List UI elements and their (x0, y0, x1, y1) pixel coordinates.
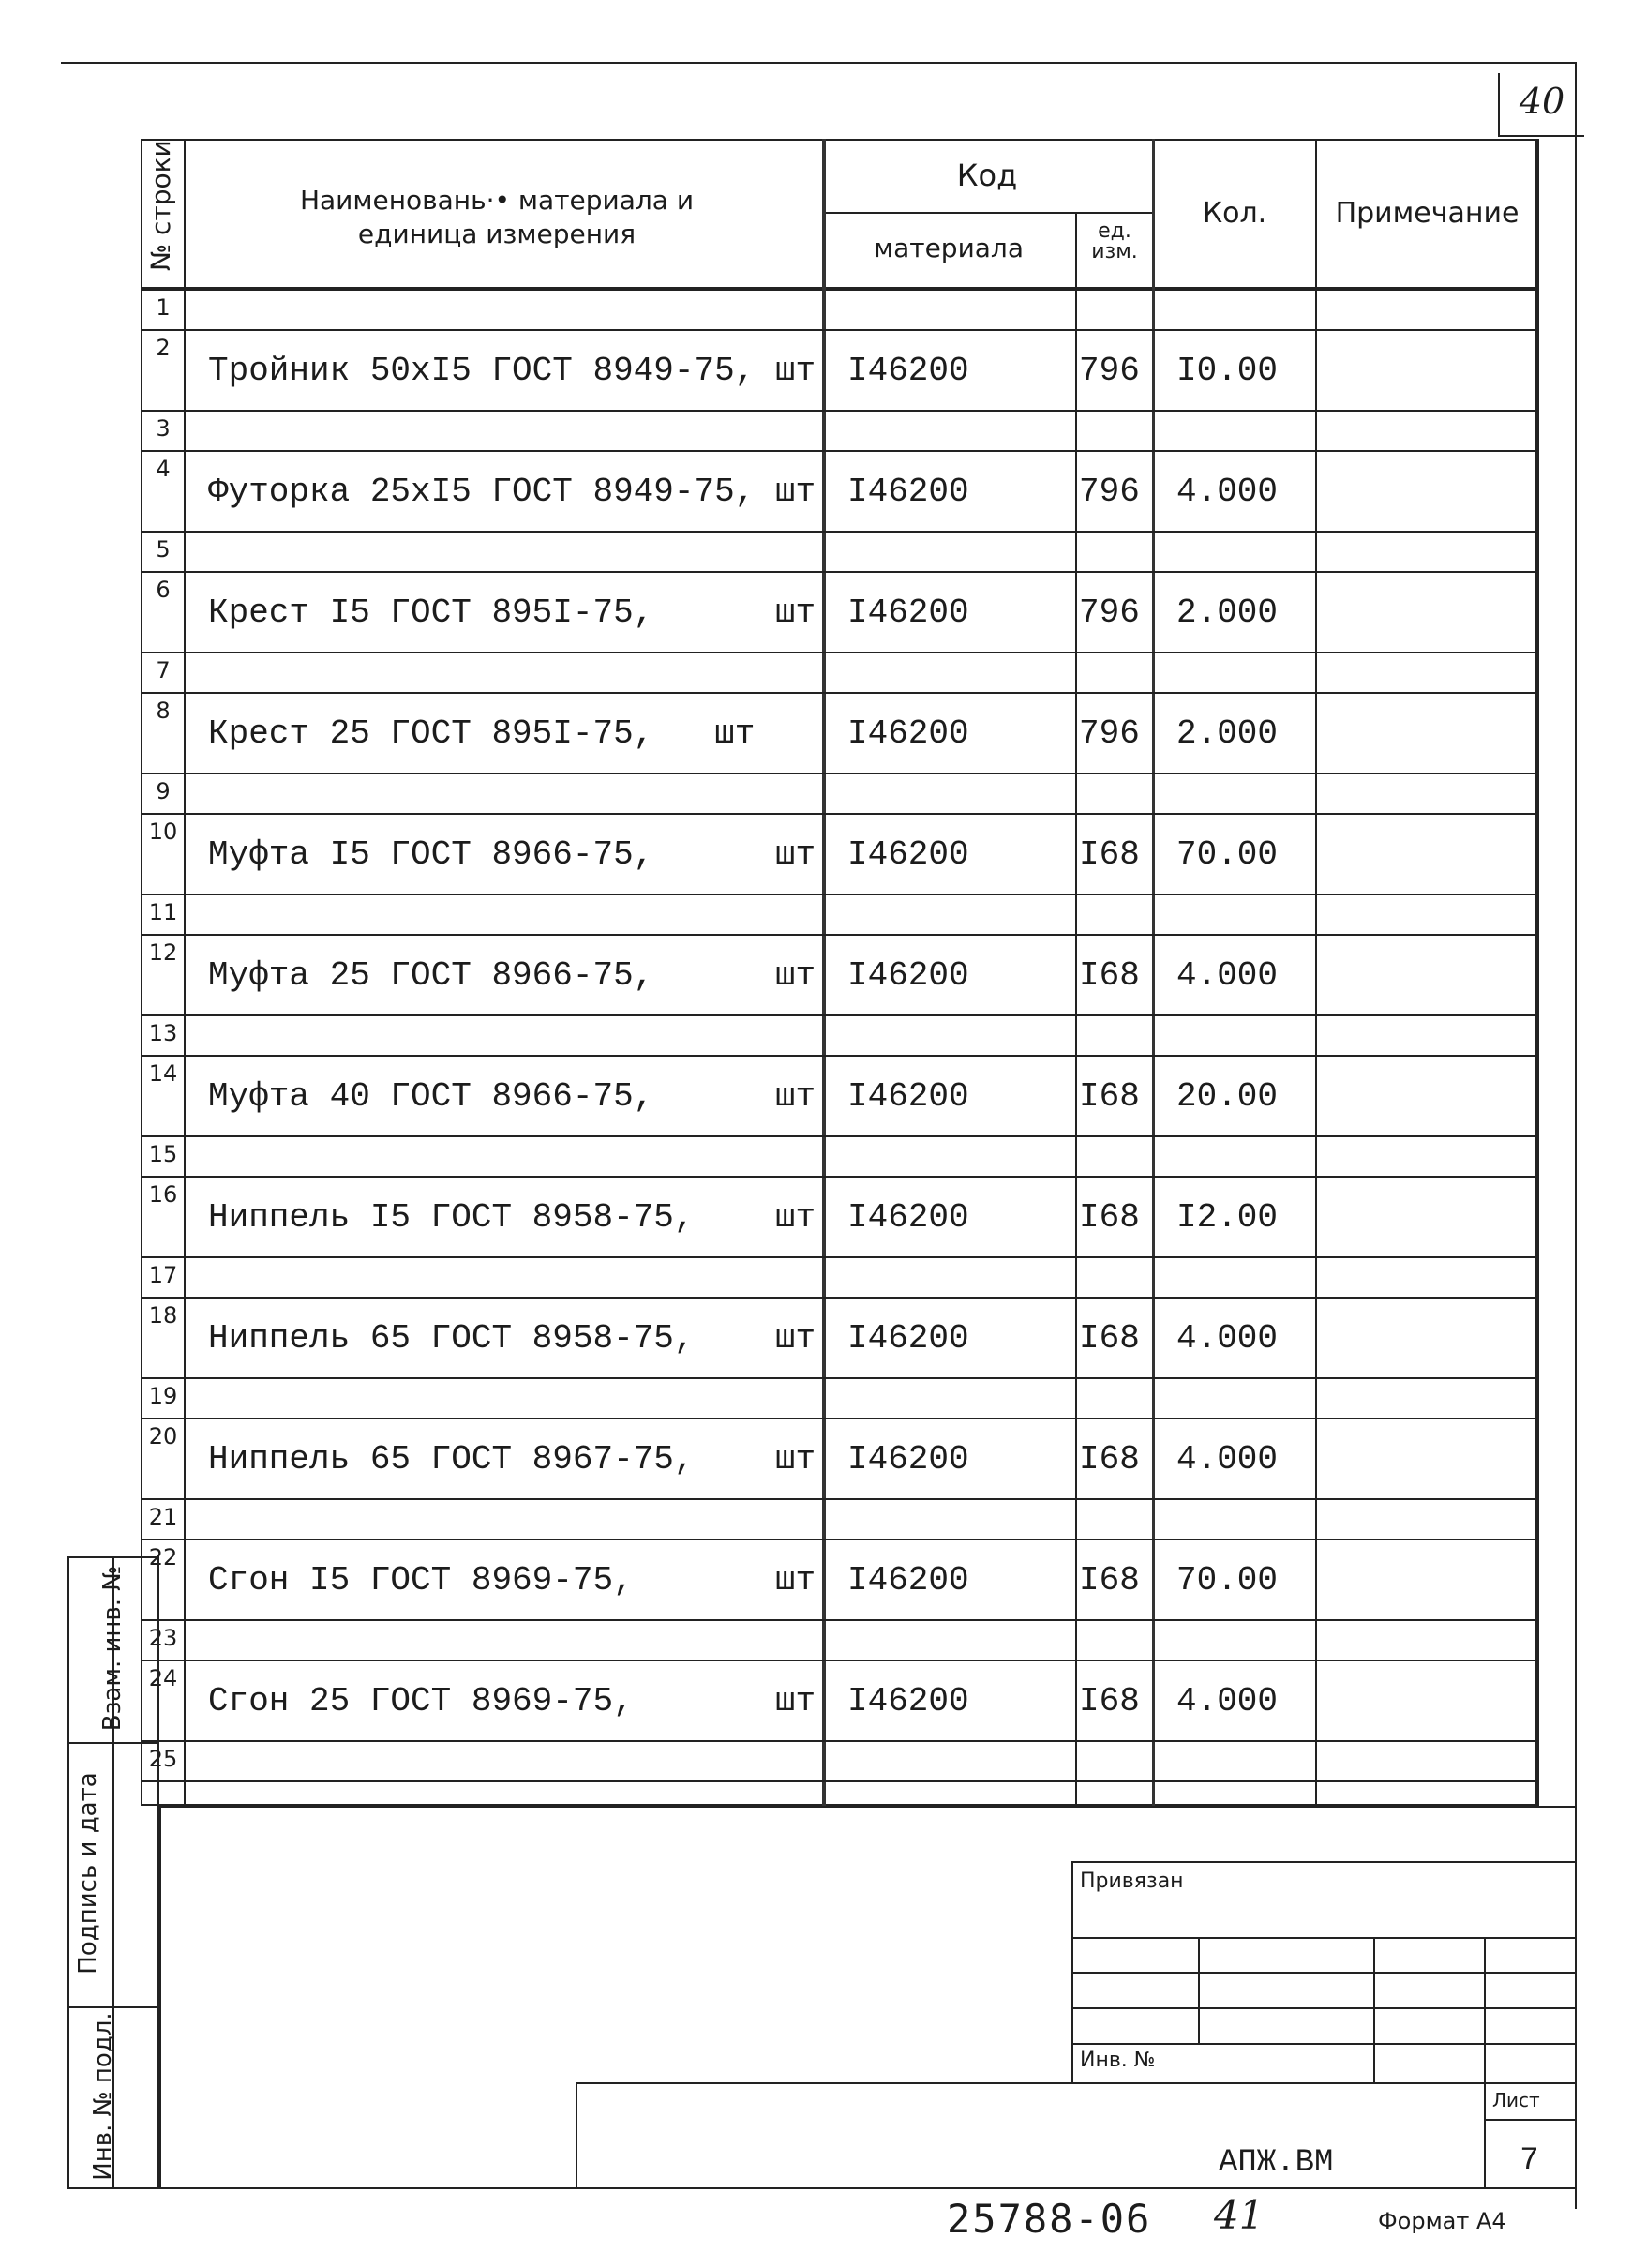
row-number: 4 (156, 456, 171, 482)
row-number: 25 (148, 1746, 178, 1772)
row-name: Крест 25 ГОСТ 895I-75, шт (208, 714, 756, 753)
row-number: 14 (148, 1060, 178, 1087)
row-material-code: I46200 (847, 352, 969, 390)
stamp-inv-no: Инв. № (1080, 2049, 1156, 2072)
title-block-line-4 (1071, 2043, 1575, 2045)
title-block-top (1071, 1861, 1575, 1863)
row-quantity: I2.00 (1176, 1198, 1279, 1237)
table-row (141, 573, 1537, 653)
row-number: 17 (148, 1262, 178, 1288)
table-row (141, 452, 1537, 533)
table-row (141, 1379, 1537, 1419)
row-unit-code: 796 (1079, 714, 1140, 753)
table-row (141, 1419, 1537, 1500)
row-number: 20 (148, 1423, 178, 1449)
row-number: 1 (156, 294, 171, 321)
side-label-vzam: Взам. инв. № (98, 1565, 127, 1732)
title-block (1071, 1861, 1575, 2189)
row-name: Ниппель I5 ГОСТ 8958-75, шт (208, 1198, 816, 1237)
row-number: 12 (148, 939, 178, 966)
row-quantity: 20.00 (1176, 1077, 1279, 1116)
table-row (141, 1016, 1537, 1057)
stamp-list-label: Лист (1492, 2089, 1540, 2111)
row-unit-code: I68 (1079, 1561, 1140, 1600)
title-block-col-2 (1373, 1937, 1375, 2082)
row-unit-code: I68 (1079, 1682, 1140, 1720)
table-row (141, 1299, 1537, 1379)
header-qty: Кол. (1202, 197, 1267, 230)
sheet-corner-number-text: 40 (1519, 81, 1565, 122)
table-row (141, 1540, 1537, 1621)
table-row (141, 1137, 1537, 1178)
row-name: Муфта 40 ГОСТ 8966-75, шт (208, 1077, 816, 1116)
row-quantity: 4.000 (1176, 473, 1279, 511)
row-quantity: 70.00 (1176, 1561, 1279, 1600)
footer-number: 25788-06 (947, 2196, 1152, 2242)
row-unit-code: I68 (1079, 1198, 1140, 1237)
row-number: 9 (156, 778, 171, 804)
row-number: 24 (148, 1665, 178, 1691)
right-border (1575, 62, 1577, 2209)
doc-block-top (576, 2082, 1575, 2084)
table-row (141, 1178, 1537, 1258)
row-name: Ниппель 65 ГОСТ 8958-75, шт (208, 1319, 816, 1358)
row-unit-code: 796 (1079, 593, 1140, 632)
table-row (141, 1258, 1537, 1299)
stamp-privyazan: Привязан (1080, 1870, 1184, 1893)
row-unit-code: 796 (1079, 352, 1140, 390)
row-quantity: 2.000 (1176, 593, 1279, 632)
row-number: 23 (148, 1625, 178, 1651)
row-number: 7 (156, 657, 171, 683)
table-row (141, 1500, 1537, 1540)
row-material-code: I46200 (847, 1440, 969, 1479)
table-row (141, 291, 1537, 331)
table-row (141, 653, 1537, 694)
row-quantity: 4.000 (1176, 1440, 1279, 1479)
table-row (141, 331, 1537, 412)
row-name: Футорка 25хI5 ГОСТ 8949-75, шт (208, 473, 816, 511)
row-material-code: I46200 (847, 1682, 969, 1720)
row-number: 21 (148, 1504, 178, 1530)
bottom-frame-left (159, 1806, 161, 2189)
table-row (141, 1742, 1537, 1782)
row-quantity: 4.000 (1176, 1682, 1279, 1720)
row-name: Сгон 25 ГОСТ 8969-75, шт (208, 1682, 816, 1720)
row-quantity: 4.000 (1176, 956, 1279, 995)
row-number: 5 (156, 536, 171, 563)
header-row-no: № строки (145, 140, 176, 271)
row-number: 16 (148, 1181, 178, 1208)
row-name: Тройник 50хI5 ГОСТ 8949-75, шт (208, 352, 816, 390)
row-material-code: I46200 (847, 1198, 969, 1237)
sheet-corner-number (1498, 73, 1584, 137)
table-row (141, 774, 1537, 815)
stamp-list-no: 7 (1520, 2143, 1539, 2179)
row-number: 10 (148, 819, 178, 845)
row-name: Муфта I5 ГОСТ 8966-75, шт (208, 835, 816, 874)
row-quantity: 70.00 (1176, 835, 1279, 874)
row-name: Ниппель 65 ГОСТ 8967-75, шт (208, 1440, 816, 1479)
row-unit-code: I68 (1079, 1319, 1140, 1358)
footer-page: 41 (1214, 2192, 1265, 2238)
table-row (141, 895, 1537, 936)
row-quantity: 2.000 (1176, 714, 1279, 753)
row-material-code: I46200 (847, 714, 969, 753)
header-code: Код (956, 158, 1018, 193)
title-block-line-2 (1071, 1972, 1575, 1974)
table-row (141, 936, 1537, 1016)
row-material-code: I46200 (847, 835, 969, 874)
row-material-code: I46200 (847, 593, 969, 632)
list-label-line (1484, 2119, 1575, 2121)
table-row (141, 1661, 1537, 1742)
title-block-line-1 (1071, 1937, 1575, 1939)
side-label-inv-podl: Инв. № подл. (89, 2012, 117, 2181)
header-material: материала (873, 233, 1024, 263)
col-divider-note (1537, 139, 1539, 1806)
code-subdivider (822, 212, 1152, 214)
header-unit: ед. изм. (1091, 219, 1138, 263)
row-unit-code: 796 (1079, 473, 1140, 511)
top-border (61, 62, 1575, 64)
side-label-podpis: Подпись и дата (74, 1772, 102, 1975)
row-number: 18 (148, 1302, 178, 1329)
row-unit-code: I68 (1079, 956, 1140, 995)
row-number: 8 (156, 698, 171, 724)
table-row (141, 533, 1537, 573)
row-unit-code: I68 (1079, 1077, 1140, 1116)
title-block-col-1 (1198, 1937, 1200, 2043)
stamp-doc-code: АПЖ.ВМ (1219, 2145, 1334, 2181)
header-note: Примечание (1335, 197, 1520, 230)
row-unit-code: I68 (1079, 1440, 1140, 1479)
title-block-line-3 (1071, 2007, 1575, 2009)
doc-block-left (576, 2082, 577, 2189)
row-quantity: 4.000 (1176, 1319, 1279, 1358)
row-number: 11 (148, 899, 178, 925)
header-name: Наименовань·• материала и единица измерения (299, 185, 695, 249)
row-number: 15 (148, 1141, 178, 1167)
row-number: 2 (156, 335, 171, 361)
row-material-code: I46200 (847, 473, 969, 511)
row-number: 22 (148, 1544, 178, 1570)
row-number: 6 (156, 577, 171, 603)
table-row (141, 815, 1537, 895)
row-unit-code: I68 (1079, 835, 1140, 874)
row-material-code: I46200 (847, 1077, 969, 1116)
row-material-code: I46200 (847, 956, 969, 995)
table-row (141, 694, 1537, 774)
row-name: Муфта 25 ГОСТ 8966-75, шт (208, 956, 816, 995)
row-number: 13 (148, 1020, 178, 1046)
row-name: Крест I5 ГОСТ 895I-75, шт (208, 593, 816, 632)
side-stamp-sep-1 (67, 1742, 159, 1744)
table-row (141, 412, 1537, 452)
table-row (141, 1057, 1537, 1137)
row-name: Сгон I5 ГОСТ 8969-75, шт (208, 1561, 816, 1600)
footer-format: Формат А4 (1378, 2208, 1506, 2234)
row-material-code: I46200 (847, 1319, 969, 1358)
table-row (141, 1621, 1537, 1661)
bottom-frame-top (159, 1806, 1575, 1808)
row-number: 3 (156, 415, 171, 442)
row-material-code: I46200 (847, 1561, 969, 1600)
row-quantity: I0.00 (1176, 352, 1279, 390)
row-number: 19 (148, 1383, 178, 1409)
